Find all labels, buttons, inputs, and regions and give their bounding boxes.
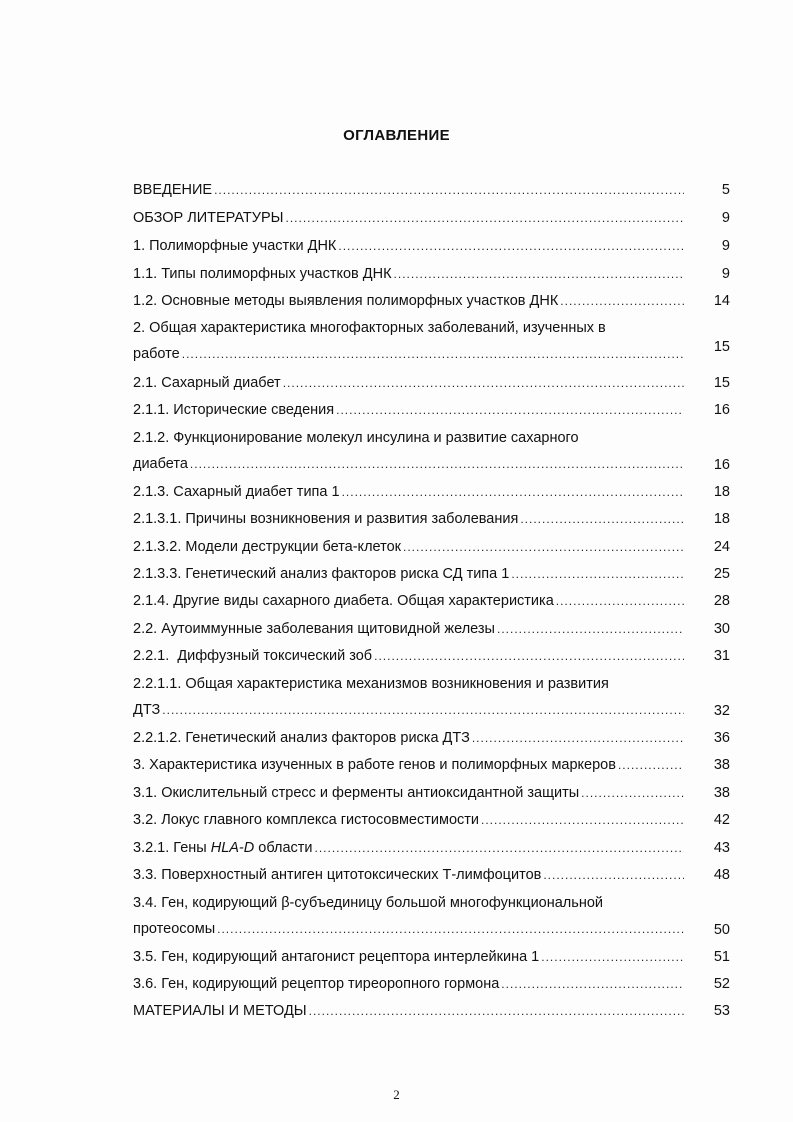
toc-entry-page: 25 [713, 566, 730, 582]
toc-entry-text: 2.2.1. Диффузный токсический зоб [133, 648, 373, 664]
dot-leader [338, 237, 684, 255]
gene-name-italic: HLA-D [210, 840, 255, 856]
toc-entry-text: 3.1. Окислительный стресс и ферменты антиоксидантной защиты [133, 785, 580, 801]
dot-leader [511, 565, 684, 583]
dot-leader [581, 784, 684, 802]
toc-entry-text: 2.1.4. Другие виды сахарного диабета. Общая характеристика [133, 593, 554, 609]
toc-entry-page: 51 [713, 949, 730, 965]
toc-entry-page: 38 [713, 757, 730, 773]
toc-entry-continuation: диабета [133, 456, 188, 472]
toc-entry-page: 30 [713, 621, 730, 637]
toc-entry-text: 2.2. Аутоиммунные заболевания щитовидной железы [133, 621, 495, 637]
toc-entry [133, 483, 733, 501]
toc-entry [133, 729, 733, 747]
toc-entry-page: 53 [713, 1003, 730, 1019]
toc-entry-text: 3. Характеристика изученных в работе генов и полиморфных маркеров [133, 757, 616, 773]
toc-entry-page: 9 [721, 210, 730, 226]
toc-entry-page: 9 [721, 266, 730, 282]
toc-entry-page: 15 [713, 339, 730, 355]
toc-entry-text-pre: 3.2.1. Гены [133, 840, 211, 856]
toc-entry-text-post: области [254, 840, 313, 856]
dot-leader [403, 538, 684, 556]
toc-entry-page: 14 [713, 293, 730, 309]
toc-entry [133, 839, 733, 857]
toc-entry-page: 15 [713, 375, 730, 391]
toc-entry-text [133, 839, 313, 857]
toc-entry [133, 1002, 733, 1020]
toc-entry-page: 32 [713, 703, 730, 719]
toc-entry-text: 2.1.3.2. Модели деструкции бета-клеток [133, 539, 401, 555]
dot-leader [217, 920, 684, 938]
dot-leader [342, 483, 684, 501]
toc-entry-page: 38 [713, 785, 730, 801]
dot-leader [214, 181, 684, 199]
dot-leader [162, 701, 684, 719]
dot-leader [541, 948, 684, 966]
toc-entry-text: 2.1. Сахарный диабет [133, 375, 281, 391]
dot-leader [481, 811, 684, 829]
toc-entry-text: ОБЗОР ЛИТЕРАТУРЫ [133, 210, 284, 226]
toc-entry [133, 811, 733, 829]
toc-entry [133, 401, 733, 419]
dot-leader [520, 510, 684, 528]
dot-leader [472, 729, 684, 747]
toc-entry-text: 1. Полиморфные участки ДНК [133, 238, 337, 254]
toc-entry-continuation: работе [133, 346, 180, 362]
dot-leader [618, 756, 684, 774]
toc-entry [133, 948, 733, 966]
page-number: 2 [393, 1087, 400, 1102]
dot-leader [315, 839, 685, 857]
toc-entry [133, 647, 733, 665]
toc-entry [133, 975, 733, 993]
toc-entry [133, 429, 733, 473]
toc-entry-page: 42 [713, 812, 730, 828]
toc-entry-page: 9 [721, 238, 730, 254]
toc-entry [133, 181, 733, 199]
toc-entry [133, 756, 733, 774]
toc-entry [133, 374, 733, 392]
dot-leader [190, 455, 684, 473]
toc-entry-text: 2.2.1.2. Генетический анализ факторов риска ДТЗ [133, 730, 470, 746]
toc-entry [133, 209, 733, 227]
toc-entry [133, 620, 733, 638]
toc-entry-page: 36 [713, 730, 730, 746]
dot-leader [556, 592, 684, 610]
toc-entry-page: 16 [713, 402, 730, 418]
toc-entry-text: 2.1.2. Функционирование молекул инсулина и развитие сахарного [133, 430, 579, 446]
toc-entry-text: 2.1.3. Сахарный диабет типа 1 [133, 484, 340, 500]
dot-leader [543, 866, 684, 884]
toc-entry [133, 784, 733, 802]
toc-entry [133, 894, 733, 938]
dot-leader [336, 401, 684, 419]
toc-entry-text: 2.1.1. Исторические сведения [133, 402, 335, 418]
toc-entry-text: 3.4. Ген, кодирующий β-субъединицу большой многофункциональной [133, 895, 603, 911]
toc-entry-text: 2. Общая характеристика многофакторных заболеваний, изученных в [133, 320, 606, 336]
toc-entry-text: 3.3. Поверхностный антиген цитотоксических Т-лимфоцитов [133, 867, 542, 883]
dot-leader [394, 265, 684, 283]
toc-entry-text: МАТЕРИАЛЫ И МЕТОДЫ [133, 1003, 307, 1019]
page-title: ОГЛАВЛЕНИЕ [343, 127, 450, 144]
dot-leader [374, 647, 684, 665]
toc-entry-page: 16 [713, 457, 730, 473]
dot-leader [501, 975, 684, 993]
toc-entry-page: 50 [713, 922, 730, 938]
toc-entry [133, 565, 733, 583]
toc-entry [133, 319, 733, 363]
toc-entry-page: 43 [713, 840, 730, 856]
dot-leader [286, 209, 685, 227]
dot-leader [497, 620, 684, 638]
toc-entry [133, 592, 733, 610]
toc-entry-page: 18 [713, 511, 730, 527]
toc-entry-page: 5 [721, 182, 730, 198]
toc-entry-page: 18 [713, 484, 730, 500]
dot-leader [182, 345, 684, 363]
dot-leader [283, 374, 684, 392]
toc-entry-text: 2.2.1.1. Общая характеристика механизмов возникновения и развития [133, 676, 609, 692]
toc-entry [133, 510, 733, 528]
toc-entry-text: 2.1.3.1. Причины возникновения и развития заболевания [133, 511, 519, 527]
toc-entry-text: 1.1. Типы полиморфных участков ДНК [133, 266, 392, 282]
toc-entry-text: 3.6. Ген, кодирующий рецептор тиреоропного гормона [133, 976, 500, 992]
toc-entry [133, 675, 733, 719]
toc-entry-page: 52 [713, 976, 730, 992]
toc-entry-page: 28 [713, 593, 730, 609]
dot-leader [560, 292, 684, 310]
toc-entry-text: 3.5. Ген, кодирующий антагонист рецептора интерлейкина 1 [133, 949, 540, 965]
toc-entry-text: 1.2. Основные методы выявления полиморфных участков ДНК [133, 293, 559, 309]
toc-entry-page: 31 [713, 648, 730, 664]
toc-entry-continuation: ДТЗ [133, 702, 161, 718]
toc-entry-text: ВВЕДЕНИЕ [133, 182, 213, 198]
toc-entry-text: 3.2. Локус главного комплекса гистосовместимости [133, 812, 480, 828]
dot-leader [309, 1002, 684, 1020]
toc-entry-text: 2.1.3.3. Генетический анализ факторов риска СД типа 1 [133, 566, 510, 582]
toc-entry-page: 48 [713, 867, 730, 883]
toc-entry-page: 24 [713, 539, 730, 555]
toc-entry-continuation: протеосомы [133, 921, 216, 937]
toc-entry [133, 292, 733, 310]
toc-entry [133, 538, 733, 556]
toc-entry [133, 265, 733, 283]
toc-entry [133, 866, 733, 884]
toc-entry [133, 237, 733, 255]
